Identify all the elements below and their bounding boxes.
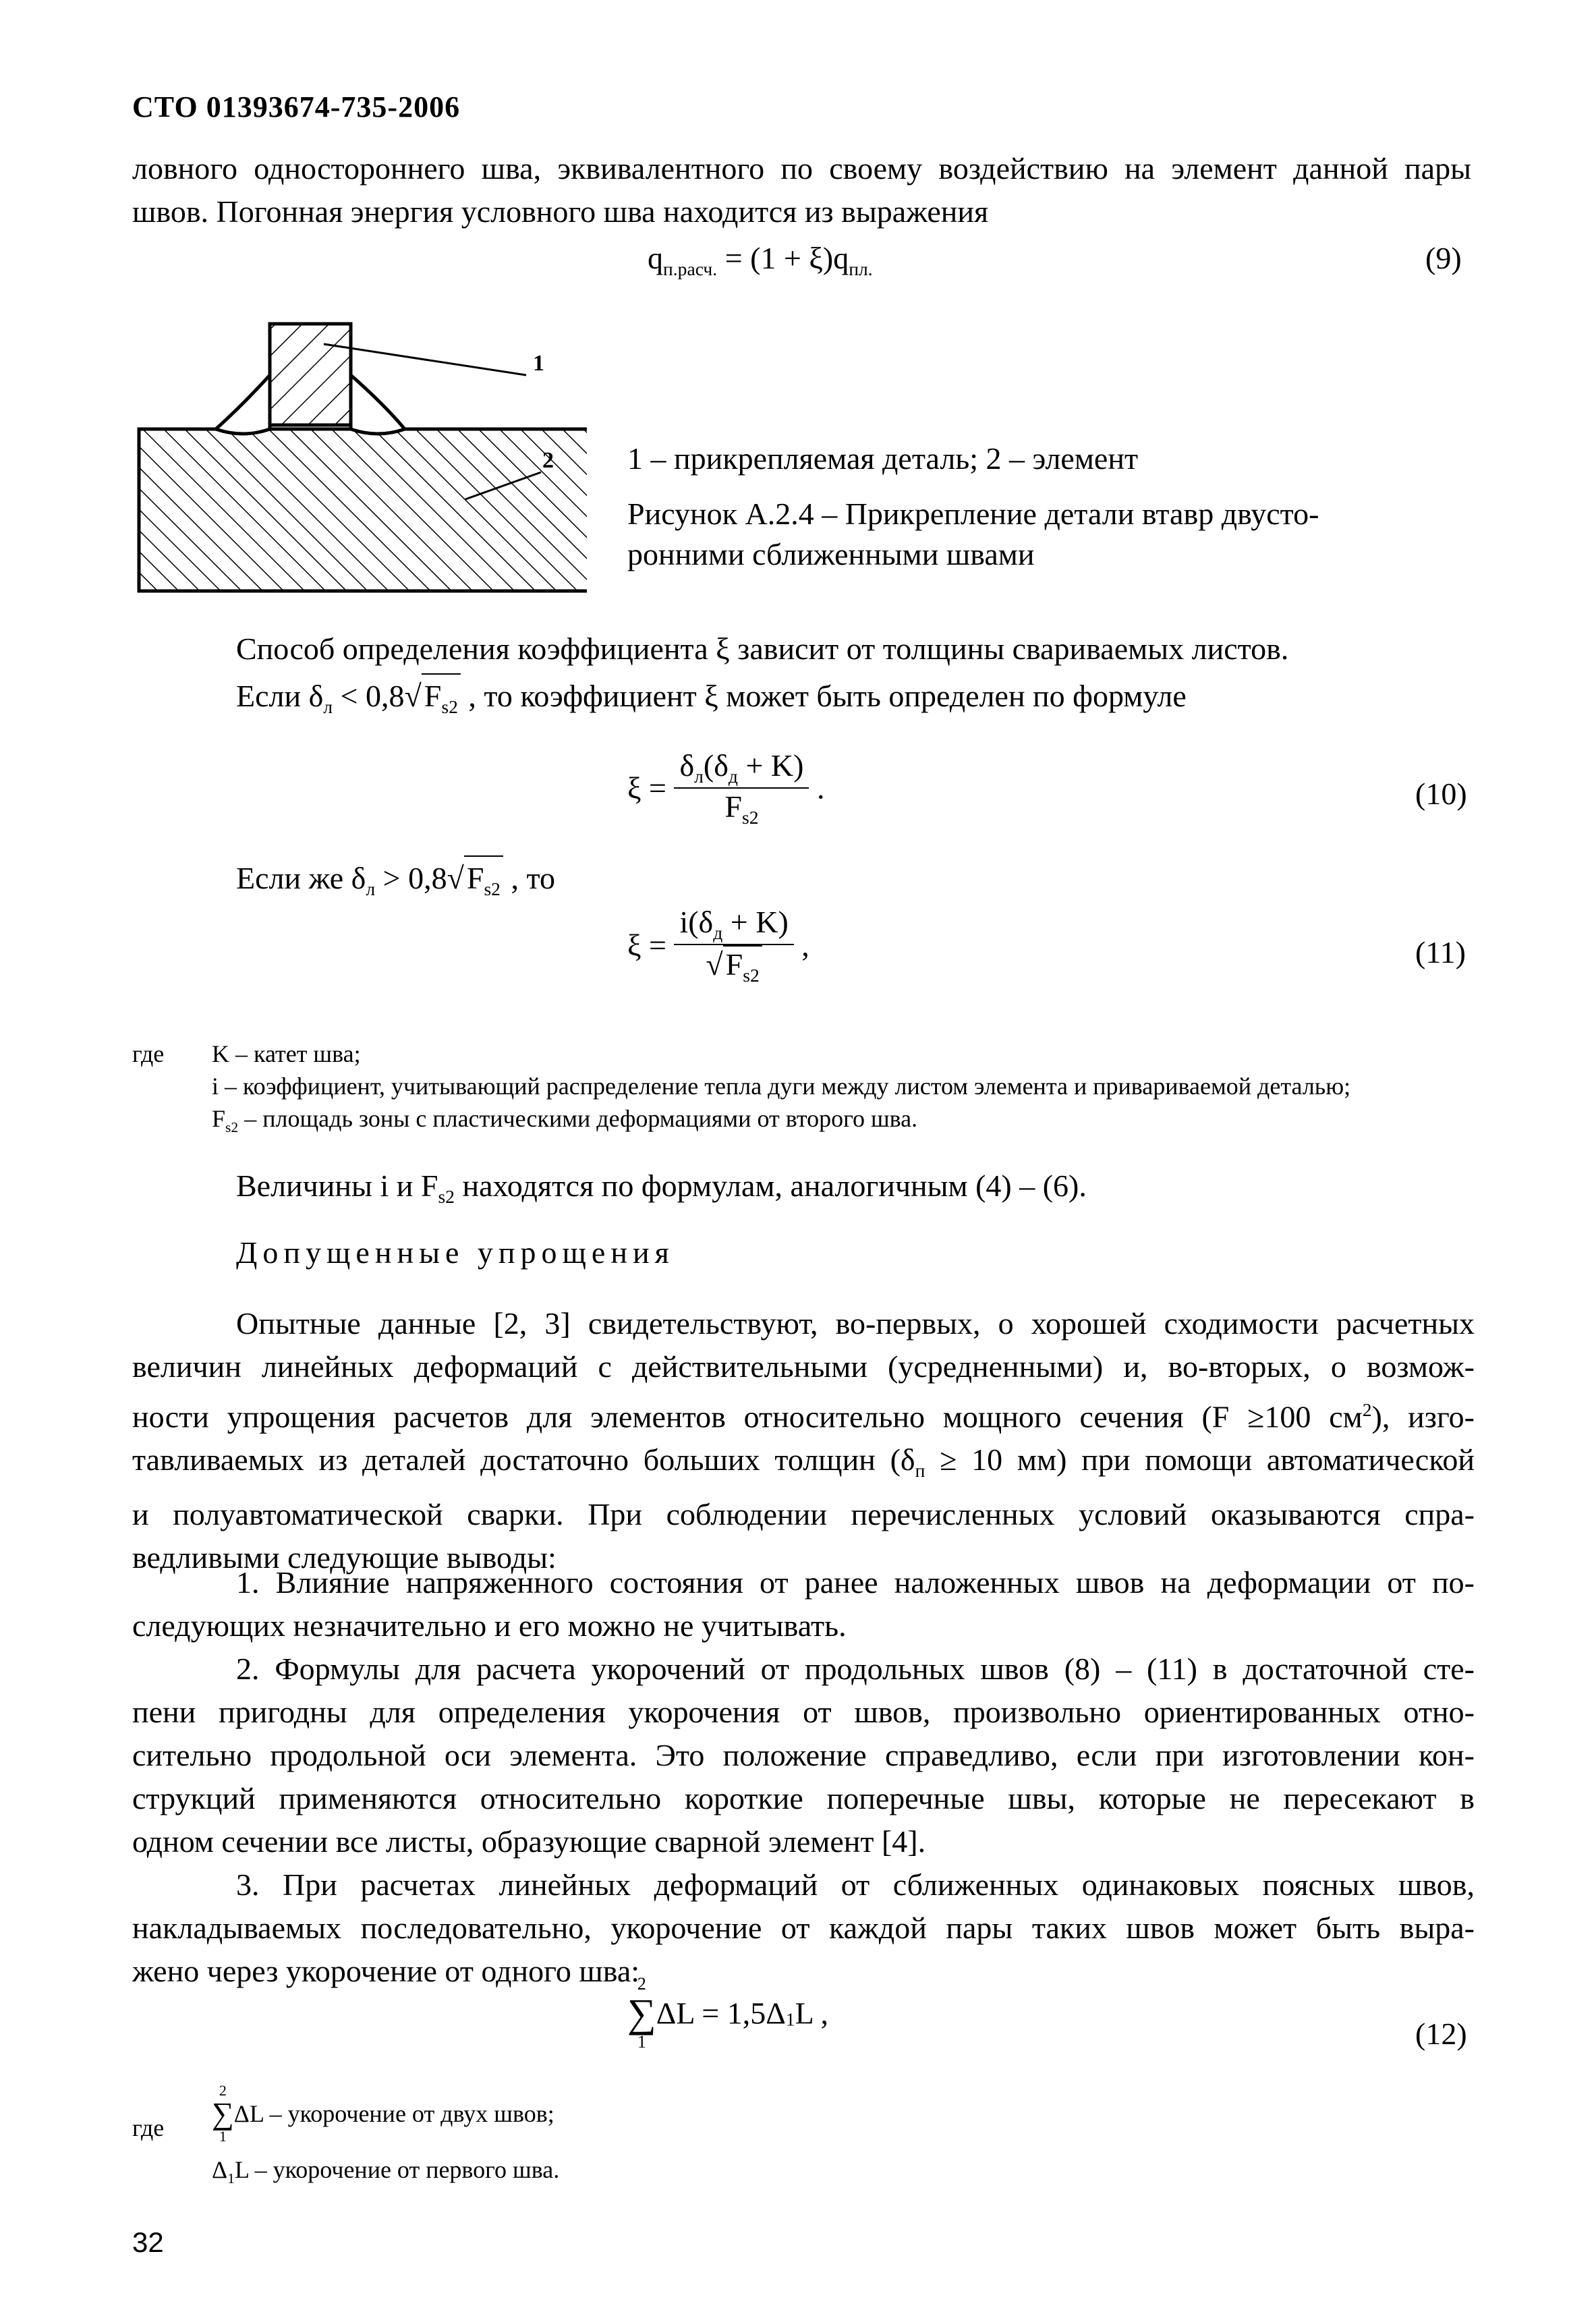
eq10-fraction	[674, 748, 809, 828]
sum-lower-limit-small: 1	[219, 2128, 227, 2145]
equation-12	[627, 1975, 828, 2051]
equation-11	[627, 904, 809, 986]
definition-sum	[212, 2083, 1021, 2144]
sum-upper-limit-small: 2	[219, 2082, 227, 2099]
eq9-lhs-sub: п.расч.	[663, 258, 718, 280]
experiment-line3-a: ности упрощения расчетов для элементов относительно мощного сечения (F ≥100 см	[132, 1399, 1363, 1434]
sigma-icon: ∑	[212, 2096, 234, 2131]
eq11-den-var: F	[725, 947, 743, 982]
conclusion-item-2	[132, 1647, 1475, 1863]
def2-sub: 1	[227, 2170, 235, 2187]
eq9-rhs: = (1 + ξ)q	[717, 241, 849, 275]
equation-number-9: (9)	[1425, 241, 1462, 275]
where-label: где	[132, 1040, 165, 1067]
experiment-line: Опытные данные [2, 3] свидетельствуют, во-первых, о хорошей сходимости расчетных	[236, 1306, 1475, 1341]
eq11-denominator: $√F_{s2}$	[674, 945, 793, 986]
experiment-line: ведливыми следующие выводы:	[132, 1540, 557, 1575]
eq11-num-b: + K)	[722, 905, 789, 939]
figure-label-1: 1	[533, 351, 544, 376]
cond2-root-sub: s2	[484, 878, 501, 900]
where-definitions-2	[212, 2083, 1021, 2195]
eq12-body: ΔL = 1,5Δ	[656, 1996, 786, 2031]
values-sub: s2	[438, 1186, 455, 1208]
condition-1: Если $\delta_л < 0,8√F_{s2}$ , то коэффициент ξ может быть определен по формуле	[236, 673, 1471, 729]
eq11-fraction	[674, 904, 793, 986]
figure-caption-line: Рисунок А.2.4 – Прикрепление детали втавр двусто-	[627, 497, 1319, 531]
cond2-root-var: F	[466, 861, 484, 895]
eq10-num-c: + K)	[737, 748, 804, 783]
attached-part-shape	[270, 324, 351, 425]
base-element-shape	[139, 429, 587, 591]
experiment-line: величин линейных деформаций с действительными (усредненными) и, во-вторых, о возмож-	[132, 1349, 1475, 1384]
equation-number-11: (11)	[1415, 935, 1466, 969]
weld-joint-figure	[128, 310, 587, 600]
experiment-line4-a: тавливаемых из деталей достаточно больших толщин (δ	[132, 1442, 915, 1477]
sigma-icon: ∑	[627, 1991, 656, 2035]
item2-line: пени пригодны для определения укорочения от швов, произвольно ориентированных отно-	[132, 1695, 1475, 1729]
definition-fs2	[212, 1102, 1480, 1144]
definition-k: K – катет шва;	[212, 1040, 361, 1067]
sum-lower-limit: 1	[637, 2032, 646, 2052]
cond1-mid: < 0,8	[333, 679, 405, 713]
leader-line-1	[324, 344, 526, 375]
experiment-line4-sub: п	[915, 1460, 925, 1482]
fs2-text: – площадь зоны с пластическими деформациями от второго шва.	[238, 1105, 918, 1132]
eq11-lhs: ξ =	[627, 928, 675, 963]
eq10-num-b: (δ	[703, 748, 729, 783]
eq11-num-sub: д	[713, 922, 723, 944]
figure-legend: 1 – прикрепляемая деталь; 2 – элемент	[627, 441, 1139, 476]
intro-line: швов. Погонная энергия условного шва находится из выражения	[132, 194, 989, 229]
eq10-num-sub2: д	[728, 766, 738, 787]
fs2-sub: s2	[225, 1119, 239, 1136]
cond1-root	[422, 673, 461, 729]
right-weld-shape	[351, 375, 405, 434]
figure-label-2: 2	[542, 448, 554, 473]
cond1-root-var: F	[424, 679, 442, 713]
definition-first-weld	[212, 2153, 1021, 2195]
sum-operator-small	[212, 2083, 234, 2144]
method-line: Способ определения коэффициента ξ зависит от толщины свариваемых листов.	[236, 631, 1289, 666]
experiment-line	[132, 1388, 1475, 1438]
item1-line: следующих незначительно и его можно не учитывать.	[132, 1608, 847, 1643]
def2-text: L – укорочение от первого шва.	[234, 2156, 560, 2183]
experiment-line3-sup: 2	[1362, 1399, 1372, 1420]
definition-sum-text: ΔL – укорочение от двух швов;	[233, 2100, 554, 2127]
eq11-num-a: i(δ	[679, 905, 714, 939]
page-number: 32	[132, 2226, 164, 2258]
eq10-num-sub: л	[694, 766, 704, 787]
eq10-den-sub: s2	[741, 807, 759, 828]
fs2-var: F	[212, 1105, 226, 1132]
equation-9	[648, 240, 873, 280]
experiment-line4-b: ≥ 10 мм) при помощи автоматической	[925, 1442, 1475, 1477]
cond1-root-sub: s2	[441, 696, 458, 718]
eq11-tail: ,	[793, 928, 809, 963]
eq12-tail: L ,	[795, 1996, 828, 2031]
intro-paragraph	[132, 147, 1471, 233]
eq10-numerator	[674, 748, 809, 789]
item3-line: жено через укорочение от одного шва:	[132, 1954, 640, 1988]
item2-line: 2. Формулы для расчета укорочений от продольных швов (8) – (11) в достаточной сте-	[236, 1652, 1475, 1686]
eq10-lhs: ξ =	[627, 770, 675, 806]
values-paragraph	[236, 1164, 1471, 1218]
cond1-suffix: , то коэффициент ξ может быть определен по формуле	[460, 679, 1187, 713]
cond1-sub: л	[323, 696, 333, 718]
experiment-line: и полуавтоматической сварки. При соблюдении перечисленных условий оказываются спра-	[132, 1496, 1475, 1531]
conclusion-item-1	[132, 1561, 1475, 1647]
intro-line: ловного одностороннего шва, эквивалентного по своему воздействию на элемент данной пары	[132, 151, 1471, 186]
condition-2: Если же $\delta_л > 0,8√F_{s2}$ , то	[236, 855, 911, 911]
cond2-sub: л	[366, 878, 376, 900]
where-label-2: где	[132, 2114, 165, 2141]
where-definitions	[212, 1038, 1480, 1144]
def2-delta: Δ	[212, 2156, 228, 2183]
section-title: Допущенные упрощения	[236, 1235, 675, 1270]
item3-line: накладываемых последовательно, укорочение от каждой пары таких швов может быть выра-	[132, 1911, 1475, 1945]
values-suffix: находятся по формулам, аналогичным (4) – (6).	[454, 1168, 1087, 1203]
experiment-line	[132, 1438, 1475, 1492]
eq9-rhs-sub: пл.	[849, 258, 873, 280]
cond2-suffix: , то	[503, 861, 555, 895]
sum-operator	[627, 1975, 656, 2051]
eq10-denominator	[674, 789, 809, 828]
equation-10	[627, 748, 824, 828]
item2-line: сительно продольной оси элемента. Это положение справедливо, если при изготовлении кон-	[132, 1738, 1475, 1772]
item2-line: одном сечении все листы, образующие сварной элемент [4].	[132, 1824, 926, 1859]
eq11-numerator	[674, 904, 793, 945]
equation-number-10: (10)	[1415, 777, 1467, 811]
values-prefix: Величины i и F	[236, 1168, 438, 1203]
cond2-mid: > 0,8	[375, 861, 447, 895]
item3-line: 3. При расчетах линейных деформаций от сближенных одинаковых поясных швов,	[236, 1867, 1475, 1902]
definition-i: i – коэффициент, учитывающий распределение тепла дуги между листом элемента и привариваемой деталью;	[212, 1073, 1351, 1100]
item1-line: 1. Влияние напряженного состояния от ранее наложенных швов на деформации от по-	[236, 1565, 1475, 1600]
eq10-tail: .	[809, 770, 825, 806]
experiment-paragraph	[132, 1302, 1475, 1579]
conclusion-item-3	[132, 1863, 1475, 1993]
eq11-den-sub: s2	[743, 965, 760, 986]
figure-caption	[627, 494, 1504, 575]
eq9-lhs: q	[648, 241, 663, 275]
eq10-num-a: δ	[679, 748, 695, 783]
eq10-den-var: F	[724, 789, 742, 824]
eq11-den-root	[723, 945, 762, 986]
equation-number-12: (12)	[1415, 2017, 1467, 2051]
sum-upper-limit: 2	[637, 1974, 646, 1994]
document-code: СТО 01393674-735-2006	[132, 90, 461, 123]
figure-caption-line: ронними сближенными швами	[627, 537, 1035, 571]
item2-line: струкций применяются относительно короткие поперечные швы, которые не пересекают в	[132, 1781, 1475, 1815]
cond2-prefix: Если же δ	[236, 861, 366, 895]
left-weld-shape	[216, 375, 270, 434]
cond1-prefix: Если δ	[236, 679, 324, 713]
eq12-body-sub: 1	[785, 2008, 795, 2030]
cond2-root	[464, 855, 503, 911]
experiment-line3-b: ), изго-	[1371, 1399, 1475, 1434]
